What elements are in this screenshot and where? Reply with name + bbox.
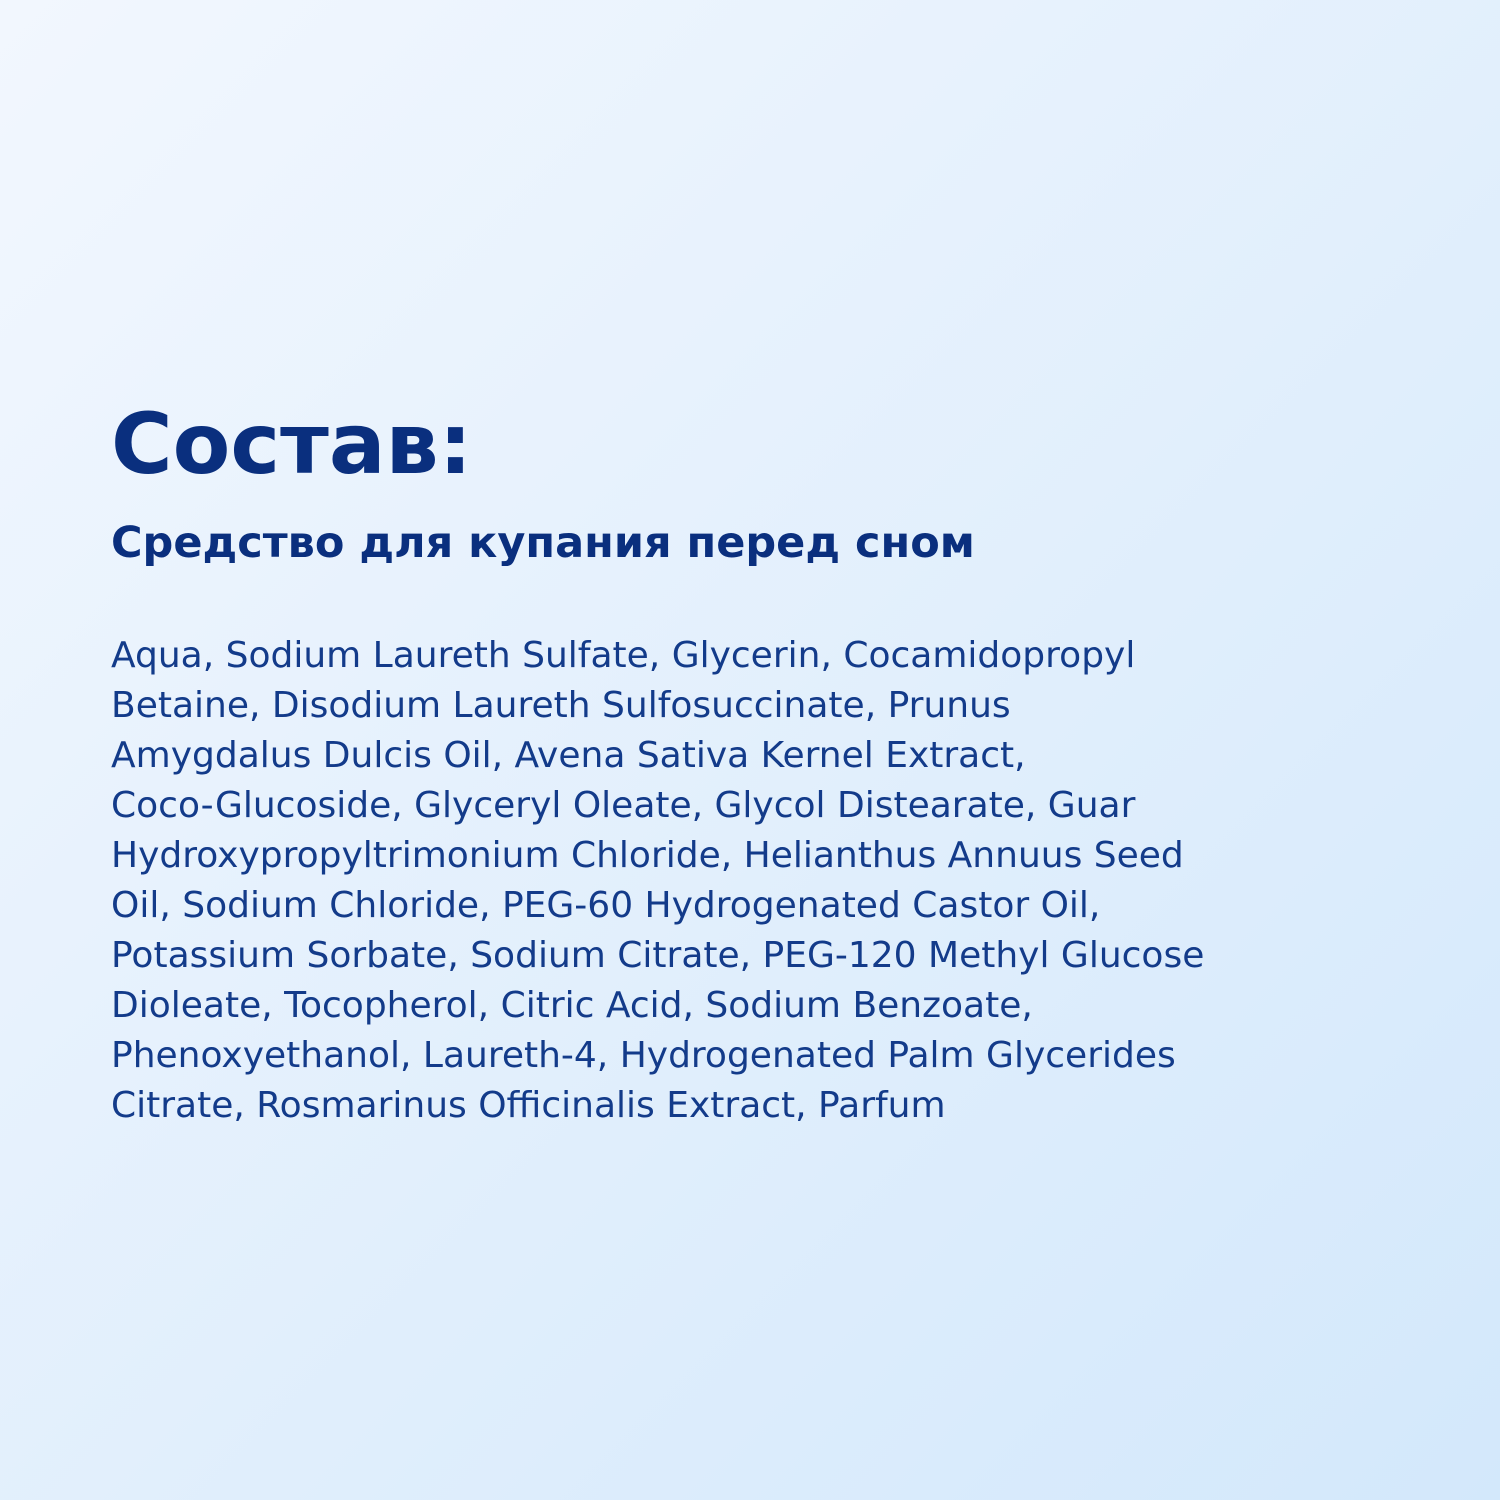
page-title: Состав: — [111, 395, 473, 493]
product-name: Средство для купания перед сном — [111, 518, 975, 568]
ingredients-line: Citrate, Rosmarinus Officinalis Extract, Parfum — [111, 1084, 946, 1126]
ingredients-line: Betaine, Disodium Laureth Sulfosuccinate, Prunus — [111, 684, 1011, 726]
ingredients-line: Phenoxyethanol, Laureth-4, Hydrogenated Palm Glycerides — [111, 1034, 1176, 1076]
ingredients-line: Hydroxypropyltrimonium Chloride, Helianthus Annuus Seed — [111, 834, 1184, 876]
ingredients-line: Coco-Glucoside, Glyceryl Oleate, Glycol Distearate, Guar — [111, 784, 1136, 826]
content-block — [111, 392, 1361, 1131]
ingredients-list — [111, 631, 1361, 1131]
ingredients-line: Oil, Sodium Chloride, PEG-60 Hydrogenated Castor Oil, — [111, 884, 1101, 926]
ingredients-line: Aqua, Sodium Laureth Sulfate, Glycerin, Cocamidopropyl — [111, 634, 1136, 676]
ingredients-line: Potassium Sorbate, Sodium Citrate, PEG-120 Methyl Glucose — [111, 934, 1205, 976]
ingredients-line: Amygdalus Dulcis Oil, Avena Sativa Kernel Extract, — [111, 734, 1026, 776]
ingredients-line: Dioleate, Tocopherol, Citric Acid, Sodium Benzoate, — [111, 984, 1033, 1026]
